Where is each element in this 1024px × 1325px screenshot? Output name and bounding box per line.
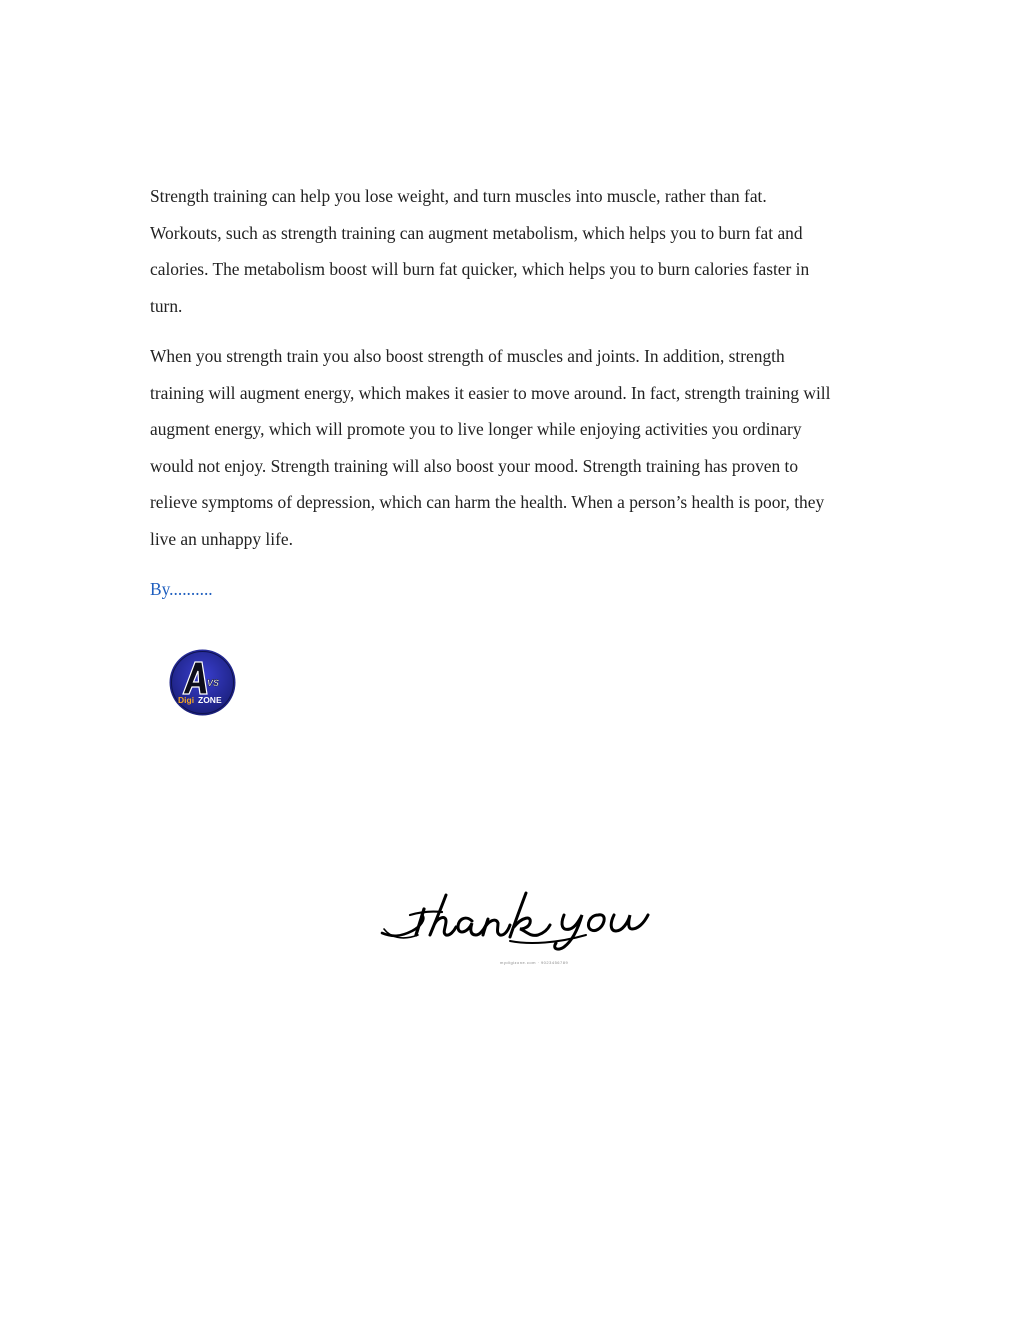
paragraph-2 [150,338,890,557]
thank-you-signature [380,885,655,975]
paragraph-2-line: augment energy, which will promote you to live longer while enjoying activities you ordinary [150,419,802,439]
byline: By.......... [150,579,213,599]
svg-text:Digi: Digi [178,695,195,705]
paragraph-1-line: Strength training can help you lose weight, and turn muscles into muscle, rather than fat. [150,186,767,206]
svg-text:VS: VS [207,678,220,688]
paragraph-2-line: would not enjoy. Strength training will also boost your mood. Strength training has proven to [150,455,799,476]
document-body [150,178,890,608]
paragraph-2-line: live an unhappy life. [150,528,293,549]
paragraph-2-line: relieve symptoms of depression, which can harm the health. When a person’s health is poor, they [150,492,825,512]
paragraph-2-line: When you strength train you also boost strength of muscles and joints. In addition, strength [150,346,785,366]
paragraph-2-line: training will augment energy, which makes it easier to move around. In fact, strength training will [150,382,831,403]
paragraph-1-line: turn. [150,295,183,316]
paragraph-1-line: Workouts, such as strength training can augment metabolism, which helps you to burn fat and [150,222,803,243]
paragraph-1 [150,178,890,324]
thank-you-fine-print: mydigizone.com · 9023456789 [500,960,569,965]
svg-text:ZONE: ZONE [198,695,222,705]
digizone-logo [169,649,236,716]
paragraph-1-line: calories. The metabolism boost will burn fat quicker, which helps you to burn calories faster in [150,259,810,279]
